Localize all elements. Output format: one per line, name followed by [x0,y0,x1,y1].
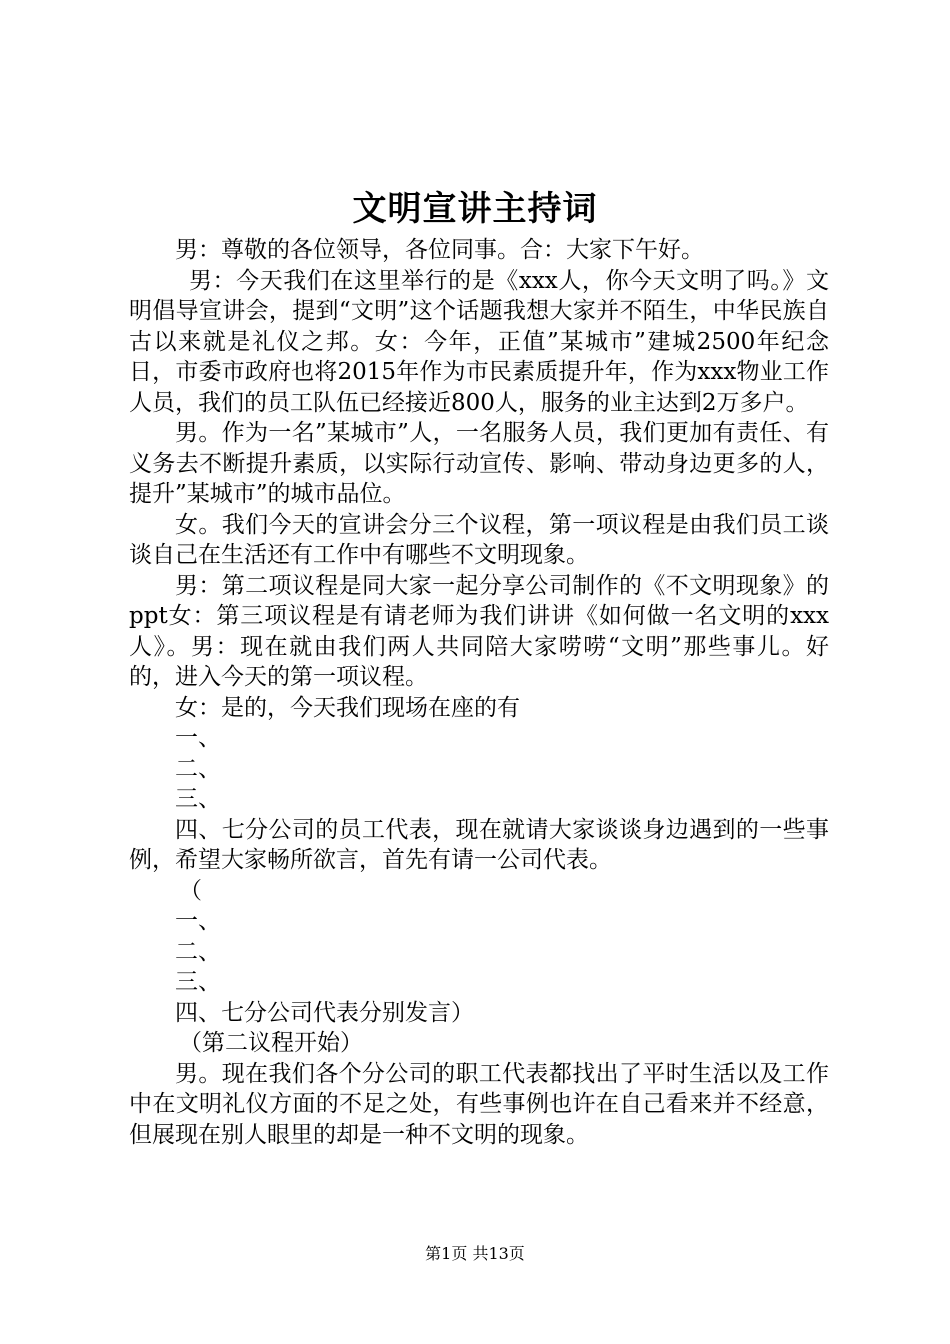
paragraph: 四、七分公司代表分别发言） [175,999,474,1026]
page-title: 文明宣讲主持词 [352,189,598,229]
paragraph: 男。现在我们各个分公司的职工代表都找出了平时生活以及工作中在文明礼仪方面的不足之处，有些事例也许在自己看来并不经意，但展现在别人眼里的却是一种不文明的现象。 [129,1060,829,1148]
document-body [129,235,829,1150]
paragraph: 男：第二项议程是同大家一起分享公司制作的《不文明现象》的ppt女：第三项议程是有请老师为我们讲讲《如何做一名文明的xxx人》。男：现在就由我们两人共同陪大家唠唠“文明”那些事儿。好的，进入今天的第一项议程。 [129,572,829,690]
paragraph: 男：尊敬的各位领导，各位同事。合：大家下午好。 [175,237,704,263]
list-item: 一、 [175,725,221,751]
paragraph: 四、七分公司的员工代表，现在就请大家谈谈身边遇到的一些事例，希望大家畅所欲言，首先有请一公司代表。 [129,816,829,873]
list-item: 三、 [175,786,221,812]
list-item: 一、 [175,908,221,934]
paragraph: 女。我们今天的宣讲会分三个议程，第一项议程是由我们员工谈谈自己在生活还有工作中有哪些不文明现象。 [129,511,829,568]
paragraph: （第二议程开始） [179,1030,363,1056]
paragraph: 女：是的，今天我们现场在座的有 [175,694,520,721]
list-item: 二、 [175,938,221,965]
paragraph: （ [179,877,202,904]
paragraph: 男。作为一名”某城市”人，一名服务人员，我们更加有责任、有义务去不断提升素质，以实际行动宣传、影响、带动身边更多的人，提升”某城市”的城市品位。 [129,420,829,507]
list-item: 三、 [175,969,221,995]
list-item: 二、 [175,755,221,782]
page-number-footer: 第1页 共13页 [425,1244,525,1263]
paragraph: 男：今天我们在这里举行的是《xxx人，你今天文明了吗。》文明倡导宣讲会，提到“文明”这个话题我想大家并不陌生，中华民族自古以来就是礼仪之邦。女：今年，正值”某城市”建城2500年纪念日，市委市政府也将2015年作为市民素质提升年，作为xxx物业工作人员，我们的员工队伍已经接近800人，服务的业主达到2万多户。 [129,267,829,416]
